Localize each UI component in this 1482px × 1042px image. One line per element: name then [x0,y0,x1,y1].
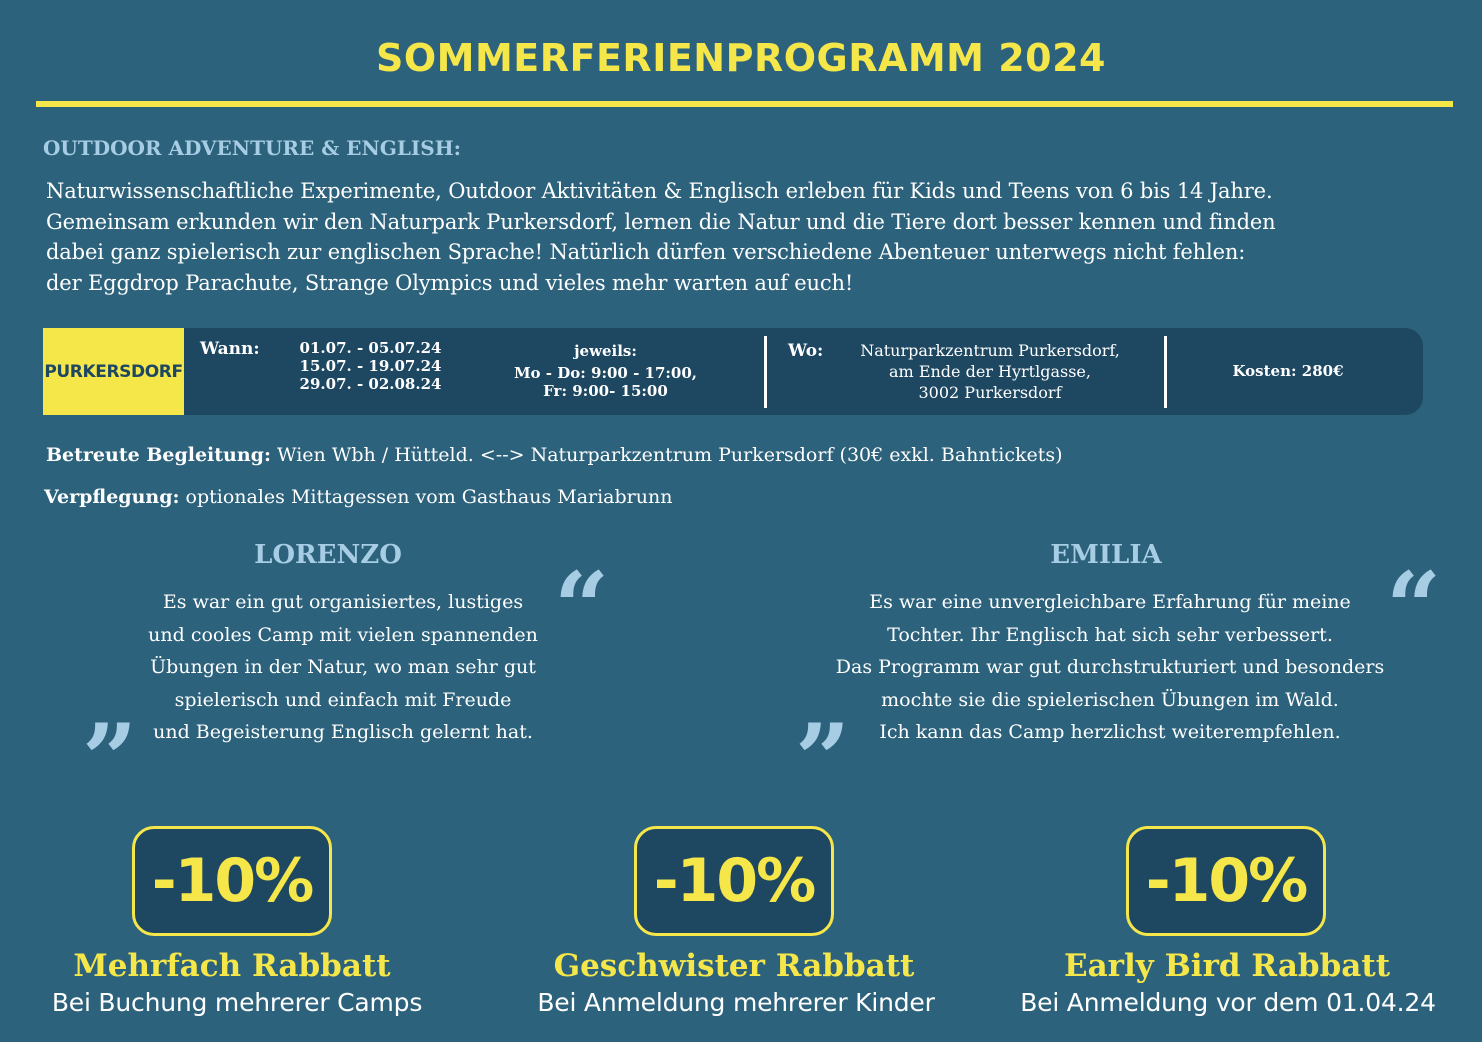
testimonial-quote [93,586,593,749]
close-quote-icon: ” [82,703,138,816]
title-underline [36,101,1453,107]
discount-title: Mehrfach Rabbatt [73,948,391,984]
times-label: jeweils: [574,342,637,360]
info-bar [43,328,1423,415]
discount-subtitle: Bei Anmeldung vor dem 01.04.24 [1020,988,1436,1017]
escort-text: Wien Wbh / Hütteld. <--> Naturparkzentrum Purkersdorf (30€ exkl. Bahntickets) [270,444,1063,466]
page-title: SOMMERFERIENPROGRAMM 2024 [376,36,1106,80]
quote-line: mochte sie die spielerischen Übungen im Wald. [881,688,1339,711]
divider [764,336,767,408]
quote-line: Ich kann das Camp herzlichst weiterempfehlen. [879,721,1341,743]
location-tag: PURKERSDORF [43,328,184,415]
discount-badge: -10% [1126,826,1326,936]
date-range: 29.07. - 02.08.24 [299,375,442,393]
intro-line: dabei ganz spielerisch zur englischen Sprache! Natürlich dürfen verschiedene Abenteuer unterwegs nicht fehlen: [46,240,1246,264]
section-heading: OUTDOOR ADVENTURE & ENGLISH: [43,136,461,160]
food-label: Verpflegung: [44,486,180,508]
food-info [44,486,672,508]
quote-line: und cooles Camp mit vielen spannenden [148,623,538,646]
food-text: optionales Mittagessen vom Gasthaus Mariabrunn [179,486,673,508]
cost-label: Kosten: 280€ [1232,362,1344,380]
address-block [835,340,1145,403]
intro-line: der Eggdrop Parachute, Strange Olympics und vieles mehr warten auf euch! [46,270,854,295]
when-label: Wann: [200,339,260,359]
testimonial-quote [795,586,1425,749]
where-label: Wo: [788,341,824,361]
discount-title: Geschwister Rabbatt [553,948,915,984]
divider [1164,336,1167,408]
escort-info [46,444,1063,466]
close-quote-icon: ” [795,703,851,816]
date-range: 01.07. - 05.07.24 [299,339,442,357]
discount-badge: -10% [132,826,332,936]
quote-line: Es war eine unvergleichbare Erfahrung für meine [869,591,1351,613]
quote-line: Es war ein gut organisiertes, lustiges [162,591,524,613]
intro-paragraph [46,176,1446,298]
intro-line: Naturwissenschaftliche Experimente, Outdoor Aktivitäten & Englisch erleben für Kids und Teens von 6 bis 14 Jahre. [46,179,1273,203]
address-line: 3002 Purkersdorf [918,383,1062,402]
quote-line: spielerisch und einfach mit Freude [174,688,512,711]
discount-badge: -10% [634,826,834,936]
testimonial-name: LORENZO [254,540,402,570]
escort-label: Betreute Begleitung: [46,444,271,466]
date-range: 15.07. - 19.07.24 [299,357,442,375]
quote-line: Das Programm war gut durchstrukturiert und besonders [835,656,1385,678]
address-line: am Ende der Hyrtlgasse, [889,362,1091,381]
discount-subtitle: Bei Buchung mehrerer Camps [51,988,423,1017]
open-quote-icon: “ [554,551,610,664]
open-quote-icon: “ [1386,551,1442,664]
address-line: Naturparkzentrum Purkersdorf, [860,341,1120,360]
discount-title: Early Bird Rabbatt [1063,948,1391,984]
dates-list [293,339,448,393]
quote-line: und Begeisterung Englisch gelernt hat. [153,721,533,743]
discount-subtitle: Bei Anmeldung mehrerer Kinder [537,988,935,1017]
quote-line: Übungen in der Natur, wo man sehr gut [150,656,536,678]
quote-line: Tochter. Ihr Englisch hat sich sehr verbessert. [887,623,1333,646]
times-line: Fr: 9:00- 15:00 [543,382,668,400]
testimonial-name: EMILIA [1050,540,1162,570]
times-line: Mo - Do: 9:00 - 17:00, [513,364,698,382]
times-block [498,342,713,400]
intro-line: Gemeinsam erkunden wir den Naturpark Purkersdorf, lernen die Natur und die Tiere dort besser kennen und finden [46,209,1276,234]
